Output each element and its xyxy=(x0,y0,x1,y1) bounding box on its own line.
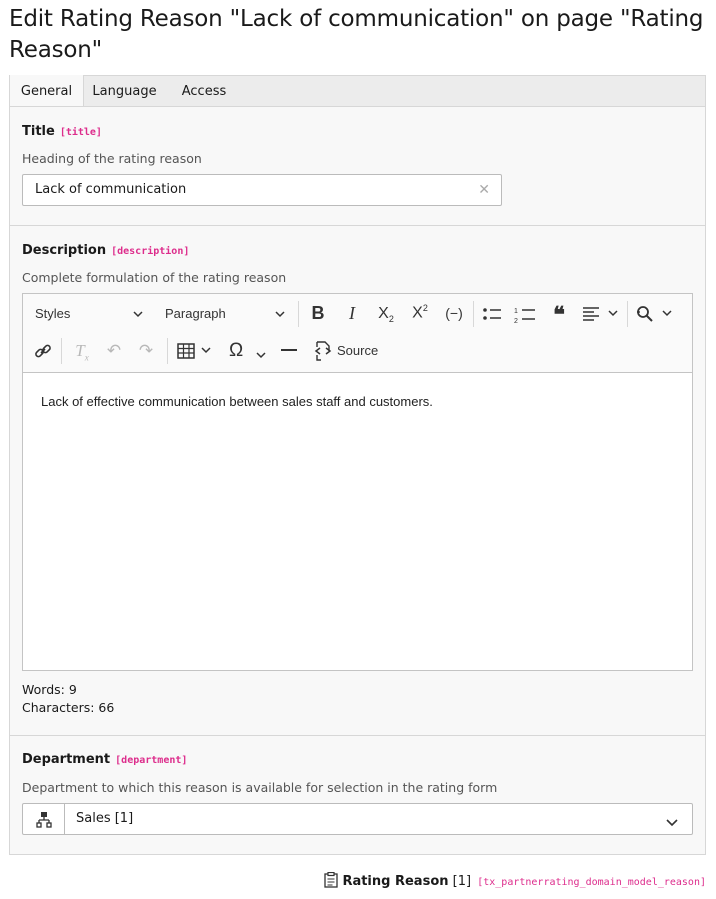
special-characters-dropdown[interactable] xyxy=(229,340,269,362)
svg-text:1: 1 xyxy=(514,308,518,315)
title-input[interactable] xyxy=(22,174,502,206)
insert-table-dropdown[interactable] xyxy=(177,343,215,362)
title-input-value: Lack of communication xyxy=(35,182,187,197)
alignment-dropdown[interactable] xyxy=(581,306,621,325)
description-field-code: [description] xyxy=(111,246,190,257)
description-label-text: Description xyxy=(22,243,107,258)
clear-icon[interactable]: ✕ xyxy=(478,182,490,198)
toolbar-separator xyxy=(473,301,474,327)
numbered-list-icon[interactable] xyxy=(513,306,537,327)
find-replace-icon[interactable] xyxy=(635,305,675,326)
soft-hyphen-icon[interactable]: (−) xyxy=(445,305,463,321)
page-title: Edit Rating Reason "Lack of communication" on page "Rating Reason" xyxy=(9,6,704,63)
editor-content[interactable]: Lack of effective communication between sales staff and customers. xyxy=(41,394,433,409)
word-count: Words: 9 xyxy=(22,682,77,697)
superscript-icon[interactable]: $X^2$ xyxy=(412,303,428,322)
tab-general[interactable]: General xyxy=(9,75,84,108)
title-help-text: Heading of the rating reason xyxy=(22,151,202,166)
title-label-text: Title xyxy=(22,124,55,139)
section-divider xyxy=(10,225,705,226)
record-icon xyxy=(324,872,338,892)
department-select[interactable] xyxy=(22,803,693,835)
sitemap-icon xyxy=(23,804,65,834)
svg-text:2: 2 xyxy=(514,318,518,324)
department-select-value: Sales [1] xyxy=(76,811,134,826)
editor-toolbar xyxy=(23,294,692,373)
record-info xyxy=(324,872,706,892)
description-help-text: Complete formulation of the rating reason xyxy=(22,270,287,285)
blockquote-icon[interactable]: ❝ xyxy=(553,302,565,327)
general-panel xyxy=(9,106,706,855)
description-field-label xyxy=(22,243,189,258)
italic-icon[interactable]: I xyxy=(349,303,355,323)
redo-icon[interactable]: ↷ xyxy=(138,341,154,360)
chevron-down-icon xyxy=(666,813,678,832)
record-type: Rating Reason xyxy=(342,874,449,889)
toolbar-separator xyxy=(627,301,628,327)
tab-access[interactable]: Access xyxy=(181,84,227,99)
section-divider xyxy=(10,735,705,736)
bulleted-list-icon[interactable] xyxy=(481,306,503,325)
remove-format-icon[interactable]: $T_x$ xyxy=(75,341,89,363)
paragraph-label: Paragraph xyxy=(165,306,226,321)
subscript-icon[interactable]: $X_2$ xyxy=(378,305,394,325)
styles-dropdown[interactable] xyxy=(35,306,145,321)
link-icon[interactable] xyxy=(33,342,53,363)
toolbar-separator xyxy=(298,301,299,327)
record-table: [tx_partnerrating_domain_model_reason] xyxy=(477,877,706,888)
toolbar-separator xyxy=(167,338,168,364)
toolbar-separator xyxy=(61,338,62,364)
paragraph-dropdown[interactable] xyxy=(165,306,285,321)
title-field-label xyxy=(22,124,102,139)
styles-label: Styles xyxy=(35,306,71,321)
character-count: Characters: 66 xyxy=(22,700,115,715)
chevron-down-icon xyxy=(275,307,285,322)
source-icon xyxy=(313,341,333,364)
omega-icon: Ω xyxy=(229,340,244,361)
department-label-text: Department xyxy=(22,752,111,767)
department-field-code: [department] xyxy=(115,755,188,766)
department-help-text: Department to which this reason is available for selection in the rating form xyxy=(22,780,498,795)
record-id: [1] xyxy=(452,874,472,889)
chevron-down-icon xyxy=(256,344,266,366)
chevron-down-icon xyxy=(133,307,143,322)
tab-language[interactable]: Language xyxy=(92,84,157,99)
undo-icon[interactable]: ↶ xyxy=(106,341,122,360)
tab-bar xyxy=(9,75,706,107)
bold-icon[interactable]: B xyxy=(311,303,325,323)
department-field-label xyxy=(22,752,187,767)
source-label: Source xyxy=(337,343,379,358)
horizontal-line-icon[interactable] xyxy=(279,343,299,360)
rich-text-editor xyxy=(22,293,693,671)
title-field-code: [title] xyxy=(59,127,102,138)
